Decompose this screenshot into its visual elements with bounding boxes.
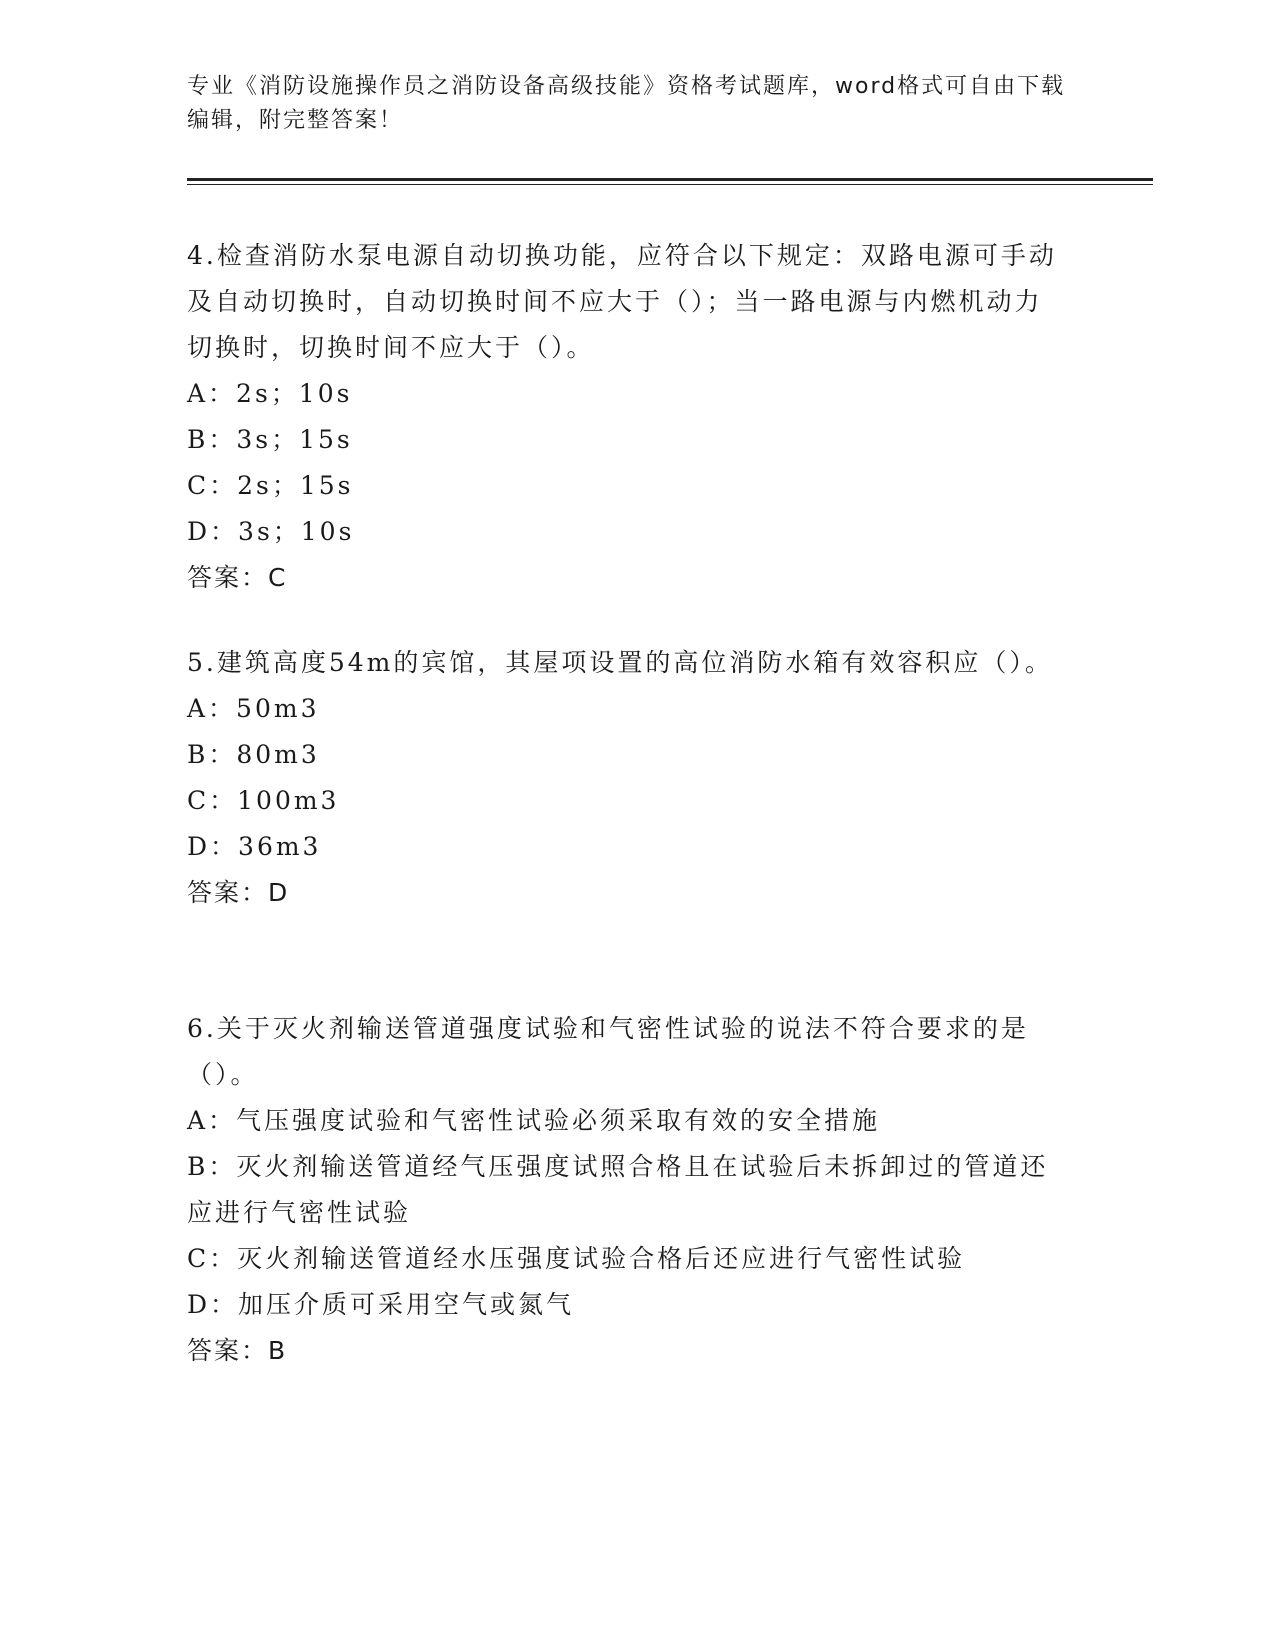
option-d: D：36m3 [187, 832, 322, 861]
option-b: B：灭火剂输送管道经气压强度试照合格且在试验后未拆卸过的管道还应进行气密性试验 [187, 1152, 1049, 1227]
option-a: A：2s；10s [187, 379, 353, 408]
question-6 [187, 1006, 1067, 1374]
option-d: D：加压介质可采用空气或氮气 [187, 1290, 575, 1319]
option-b: B：3s；15s [187, 425, 353, 454]
answer: 答案：D [187, 878, 290, 907]
question-text: 5.建筑高度54m的宾馆，其屋项设置的高位消防水箱有效容积应（）。 [187, 648, 1053, 677]
question-5 [187, 640, 1067, 916]
option-b: B：80m3 [187, 740, 320, 769]
answer: 答案：C [187, 563, 288, 592]
document-header: 专业《消防设施操作员之消防设备高级技能》资格考试题库，word格式可自由下载编辑，附完整答案！ [187, 74, 1066, 133]
answer: 答案：B [187, 1336, 288, 1365]
option-a: A：50m3 [187, 694, 320, 723]
option-c: C：灭火剂输送管道经水压强度试验合格后还应进行气密性试验 [187, 1244, 966, 1273]
question-text: 6.关于灭火剂输送管道强度试验和气密性试验的说法不符合要求的是（）。 [187, 1014, 1029, 1089]
option-d: D：3s；10s [187, 517, 355, 546]
option-c: C：2s；15s [187, 471, 354, 500]
question-4 [187, 233, 1067, 601]
header-divider-thick [187, 178, 1153, 181]
question-text: 4.检查消防水泵电源自动切换功能，应符合以下规定：双路电源可手动及自动切换时，自动切换时间不应大于（）；当一路电源与内燃机动力切换时，切换时间不应大于（）。 [187, 241, 1057, 362]
option-a: A：气压强度试验和气密性试验必须采取有效的安全措施 [187, 1106, 881, 1135]
header-divider-thin [187, 184, 1153, 185]
option-c: C：100m3 [187, 786, 340, 815]
